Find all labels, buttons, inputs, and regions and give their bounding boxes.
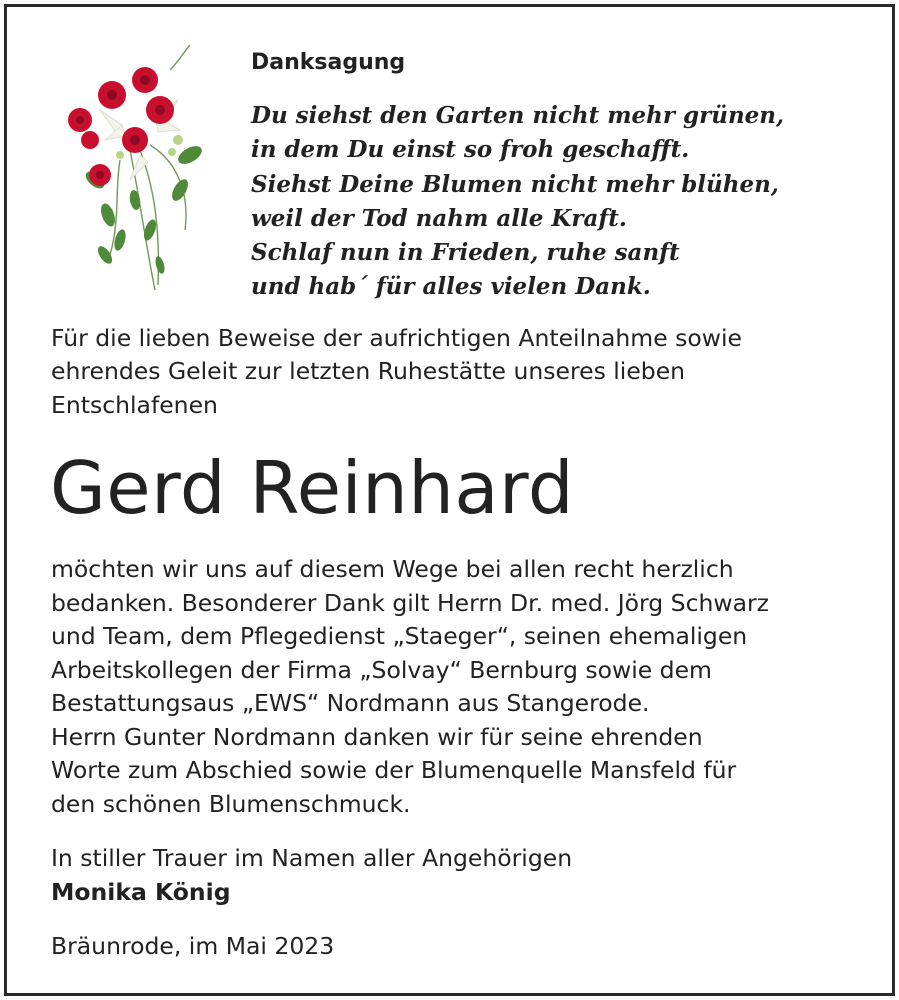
- flower-bouquet-image: [60, 40, 220, 300]
- poem-line: Siehst Deine Blumen nicht mehr blühen,: [251, 170, 779, 198]
- thanks-line: Worte zum Abschied sowie der Blumenquelle Mansfeld für: [51, 756, 737, 784]
- thanks-line: Herrn Gunter Nordmann danken wir für seine ehrenden: [51, 722, 703, 751]
- thanks-paragraph: [51, 553, 769, 821]
- poem: [251, 99, 784, 305]
- closing-line: In stiller Trauer im Namen aller Angehörigen: [51, 844, 573, 872]
- place-date: Bräunrode, im Mai 2023: [51, 932, 335, 960]
- thanks-line: Bestattungsaus „EWS“ Nordmann aus Stangerode.: [51, 689, 650, 717]
- deceased-name: Gerd Reinhard: [50, 446, 575, 530]
- intro-line: ehrendes Geleit zur letzten Ruhestätte unseres lieben: [51, 357, 686, 386]
- poem-line: weil der Tod nahm alle Kraft.: [251, 204, 627, 232]
- thanks-line: möchten wir uns auf diesem Wege bei allen recht herzlich: [51, 555, 734, 583]
- thanks-line: Arbeitskollegen der Firma „Solvay“ Bernburg sowie dem: [51, 655, 712, 684]
- intro-line: Entschlafenen: [51, 390, 218, 419]
- thanks-line: und Team, dem Pflegedienst „Staeger“, seinen ehemaligen: [51, 622, 748, 650]
- poem-line: und hab´ für alles vielen Dank.: [251, 273, 651, 301]
- closing-block: [51, 842, 572, 909]
- poem-line: Du siehst den Garten nicht mehr grünen,: [251, 102, 785, 129]
- thanks-line: den schönen Blumenschmuck.: [51, 789, 411, 818]
- poem-line: Schlaf nun in Frieden, ruhe sanft: [251, 239, 680, 267]
- poem-line: in dem Du einst so froh geschafft.: [251, 136, 690, 164]
- signer-name: Monika König: [51, 877, 231, 906]
- thanks-line: bedanken. Besonderer Dank gilt Herrn Dr. med. Jörg Schwarz: [51, 588, 770, 617]
- intro-paragraph: [51, 322, 742, 422]
- intro-line: Für die lieben Beweise der aufrichtigen Anteilnahme sowie: [51, 324, 742, 352]
- notice-heading: Danksagung: [251, 50, 406, 75]
